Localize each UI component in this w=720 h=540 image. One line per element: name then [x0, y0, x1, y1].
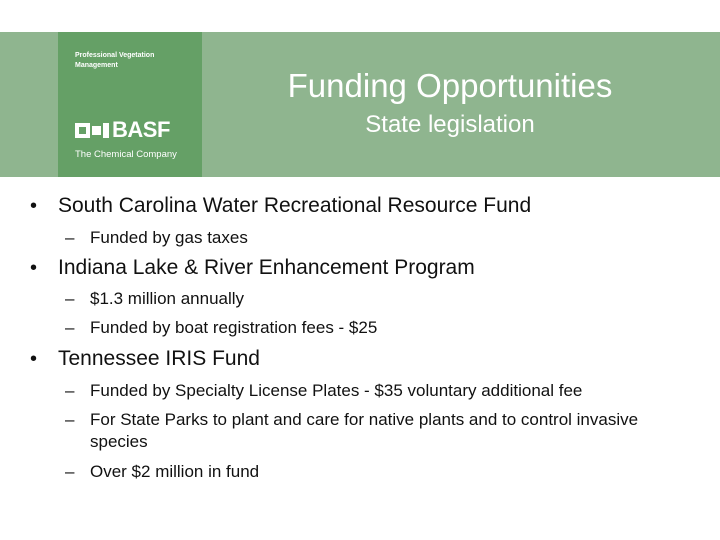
- sub-bullet-item: – Funded by Specialty License Plates - $35 voluntary additional fee: [90, 380, 680, 402]
- logo-bar-icon: [103, 123, 109, 138]
- logo-dot-icon: [92, 126, 101, 135]
- sub-bullet-item: – Funded by gas taxes: [90, 227, 680, 249]
- sub-bullet-item: – For State Parks to plant and care for native plants and to control invasive species: [90, 409, 680, 453]
- logo-tagline: The Chemical Company: [75, 149, 177, 160]
- slide-subtitle: State legislation: [365, 111, 535, 138]
- basf-logo: [58, 32, 202, 177]
- logo-square-icon: [75, 123, 90, 138]
- logo-sub-label: Professional Vegetation Management: [75, 52, 155, 69]
- sub-bullet-item: – $1.3 million annually: [90, 288, 680, 310]
- basf-logo-mark: [75, 117, 170, 142]
- bullet-item: • Tennessee IRIS Fund: [58, 346, 260, 372]
- bullet-item: • Indiana Lake & River Enhancement Program: [58, 255, 475, 281]
- sub-bullet-item: – Over $2 million in fund: [90, 461, 680, 483]
- logo-name: BASF: [112, 117, 170, 142]
- sub-bullet-item: – Funded by boat registration fees - $25: [90, 317, 680, 339]
- slide-title: Funding Opportunities: [287, 67, 613, 104]
- bullet-item: • South Carolina Water Recreational Resource Fund: [58, 193, 531, 219]
